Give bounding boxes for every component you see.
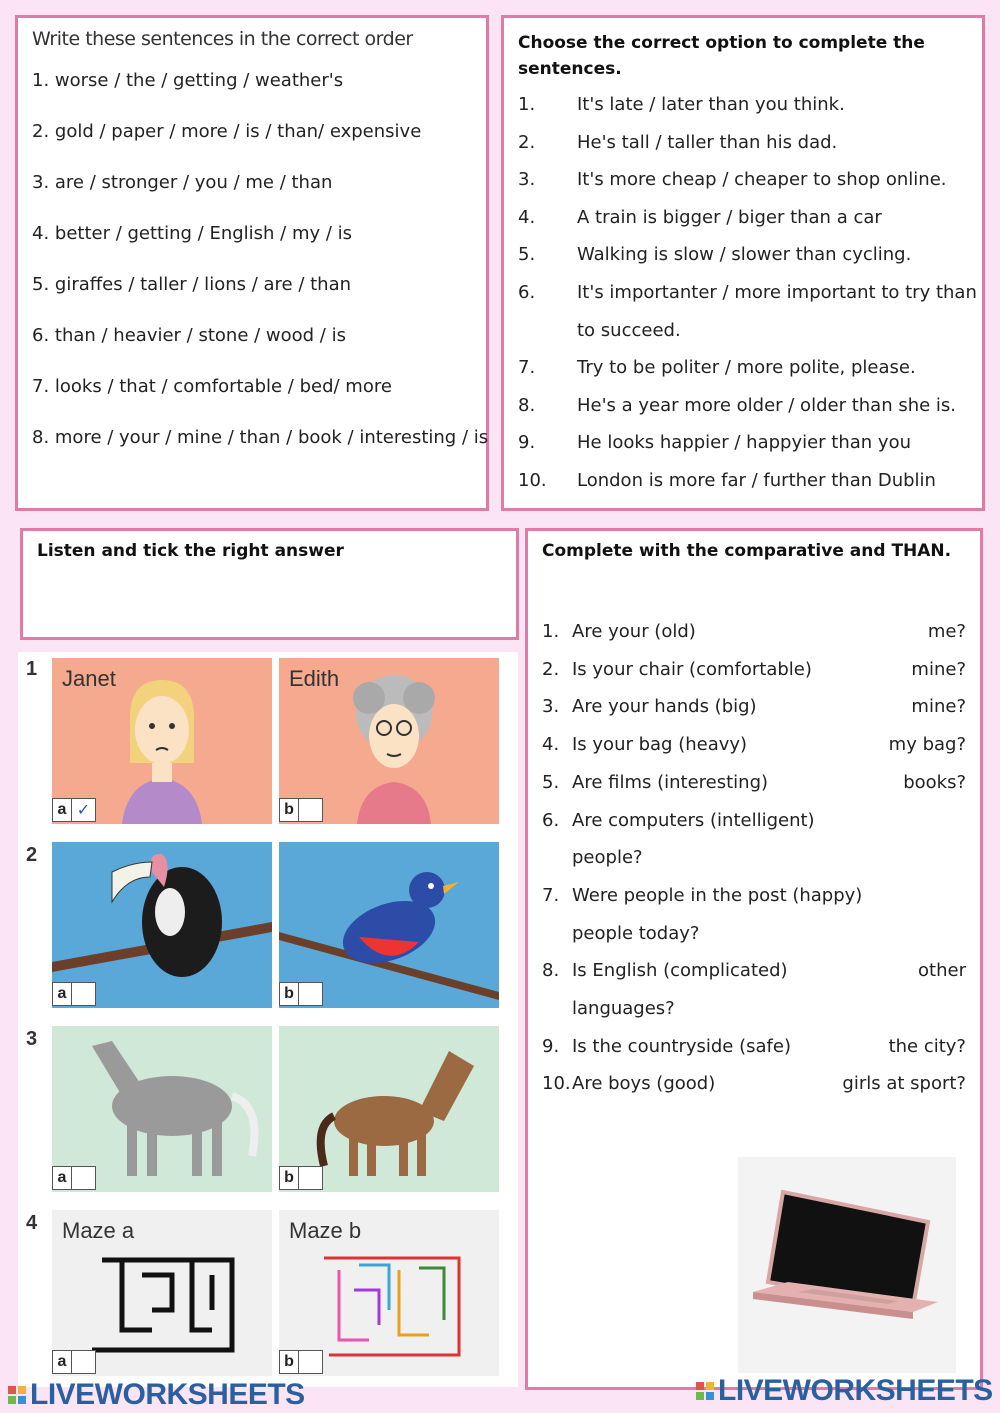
liveworksheets-logo [8,1378,305,1412]
tick-letter: a [53,799,72,821]
reorder-sentences-box [15,15,489,511]
listen-tick-box [20,528,519,640]
list-item: 2. gold / paper / more / is / than/ expensive [32,121,422,142]
tick-checkmark [299,1167,322,1189]
question-ending: my bag? [888,734,966,756]
tick-checkmark [299,1351,322,1373]
question-text: Are boys (good) [572,1073,716,1095]
option-sentence: Try to be politer / more polite, please. [577,357,916,379]
picture-maze-a [52,1210,272,1376]
list-item: 8. more / your / mine / than / book / interesting / is [32,427,489,448]
section-title: Write these sentences in the correct order [32,28,413,50]
item-number: 10. [542,1073,571,1095]
comparative-than-box [525,528,983,1390]
tick-letter: b [280,1351,299,1373]
logo-mark-icon [696,1382,714,1400]
question-ending: the city? [888,1035,966,1057]
option-sentence: to succeed. [577,319,681,341]
answer-tick-a[interactable] [52,1166,96,1190]
question-ending: girls at sport? [842,1073,966,1095]
question-ending: me? [927,621,966,642]
item-number: 3. [518,169,536,191]
question-text: Is English (complicated) [572,960,788,982]
option-sentence: He's tall / taller than his dad. [577,131,838,153]
question-text: Is your bag (heavy) [572,734,748,756]
logo-text: LIVEWORKSHEETS [718,1374,993,1407]
tick-letter: a [53,983,72,1005]
logo-mark-icon [8,1386,26,1404]
item-number: 3. [542,696,560,718]
item-number: 7. [542,884,560,906]
tick-checkmark [72,1167,95,1189]
picture-brown-horse [279,1026,499,1192]
section-title-line: Choose the correct option to complete the [518,33,925,53]
choose-option-box [501,15,985,511]
section-title: Listen and tick the right answer [37,541,344,561]
item-number: 6. [518,282,536,303]
option-sentence: He looks happier / happyier than you [577,432,911,454]
item-number: 2. [518,131,536,153]
picture-grey-horse [52,1026,272,1192]
tick-checkmark [72,1351,95,1373]
laptop-picture [738,1157,956,1373]
tick-letter: a [53,1167,72,1189]
question-number: 1 [26,658,38,680]
tick-letter: b [280,983,299,1005]
item-number: 1. [542,621,560,642]
question-text: Are films (interesting) [572,771,769,793]
section-title-line: sentences. [518,59,622,79]
item-number: 5. [518,244,536,266]
option-sentence: It's importanter / more important to try than [577,282,977,303]
picture-janet [52,658,272,824]
picture-label: Janet [62,666,116,691]
question-number: 3 [26,1028,38,1050]
option-sentence: It's late / later than you think. [577,94,845,115]
picture-label: Maze a [62,1218,135,1243]
option-sentence: Walking is slow / slower than cycling. [577,244,912,266]
option-sentence: A train is bigger / biger than a car [577,206,882,228]
option-sentence: London is more far / further than Dublin [577,470,936,491]
picture-label: Edith [289,666,340,691]
item-number: 4. [518,206,536,228]
question-ending: books? [903,771,966,793]
item-number: 9. [518,432,536,454]
question-text: Are your hands (big) [572,696,757,718]
item-number: 5. [542,771,560,793]
tick-checkmark [299,983,322,1005]
question-text: Are computers (intelligent) [572,809,815,831]
list-item: 4. better / getting / English / my / is [32,223,353,244]
laptop-icon [738,1157,956,1373]
tick-checkmark: ✓ [76,800,91,819]
picture-vulture [52,842,272,1008]
option-sentence: He's a year more older / older than she is. [577,394,957,416]
question-text: people? [572,847,643,869]
item-number: 10. [518,470,547,491]
logo-text: LIVEWORKSHEETS [30,1378,305,1411]
option-sentence: It's more cheap / cheaper to shop online. [577,169,947,191]
answer-tick-a[interactable] [52,982,96,1006]
item-number: 9. [542,1035,560,1057]
item-number: 4. [542,734,560,756]
question-ending: mine? [911,658,966,680]
question-number: 4 [26,1212,38,1234]
answer-tick-b[interactable] [279,982,323,1006]
section-title: Complete with the comparative and THAN. [542,541,952,561]
picture-maze-b [279,1210,499,1376]
question-ending: mine? [911,696,966,718]
tick-letter: a [53,1351,72,1373]
tick-checkmark [72,983,95,1005]
question-number: 2 [26,844,38,866]
picture-edith [279,658,499,824]
picture-exercise [18,652,518,1387]
picture-bluebird [279,842,499,1008]
list-item: 6. than / heavier / stone / wood / is [32,325,346,346]
item-number: 1. [518,94,536,115]
tick-checkmark [299,799,322,821]
item-number: 2. [542,658,560,680]
list-item: 7. looks / that / comfortable / bed/ more [32,376,392,397]
item-number: 8. [542,960,560,982]
item-number: 6. [542,809,560,831]
question-text: Are your (old) [572,621,696,642]
question-text: Were people in the post (happy) [572,884,863,906]
answer-tick-a[interactable] [52,798,96,822]
answer-tick-b[interactable] [279,798,323,822]
question-text: Is your chair (comfortable) [572,658,812,680]
list-item: 5. giraffes / taller / lions / are / than [32,274,352,295]
question-text: languages? [572,998,675,1019]
list-item: 1. worse / the / getting / weather's [32,70,344,91]
liveworksheets-logo [696,1374,993,1408]
section-title [518,30,925,82]
question-ending: other [918,960,966,982]
tick-letter: b [280,1167,299,1189]
answer-tick-b[interactable] [279,1166,323,1190]
answer-tick-b[interactable] [279,1350,323,1374]
list-item: 3. are / stronger / you / me / than [32,172,333,193]
item-number: 8. [518,394,536,416]
question-text: people today? [572,922,700,944]
picture-label: Maze b [289,1218,362,1243]
tick-letter: b [280,799,299,821]
question-text: Is the countryside (safe) [572,1035,791,1057]
answer-tick-a[interactable] [52,1350,96,1374]
item-number: 7. [518,357,536,379]
